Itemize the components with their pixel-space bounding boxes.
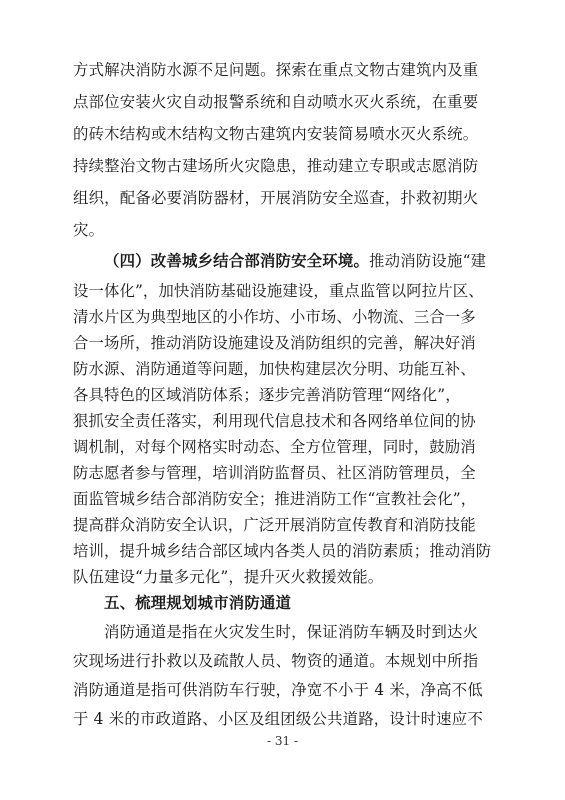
paragraph-line: 于 4 米的市政道路、小区及组团级公共道路，设计时速应不: [73, 710, 483, 728]
paragraph-line: 各具特色的区域消防体系；逐步完善消防管理“网络化”，: [73, 386, 461, 404]
paragraph-line: 清水片区为典型地区的小作坊、小市场、小物流、三合一多: [73, 308, 476, 326]
section-5-heading: 五、梳理规划城市消防通道: [104, 594, 292, 612]
paragraph-line: 持续整治文物古建场所火灾隐患，推动建立专职或志愿消防: [73, 157, 479, 175]
paragraph-line: 提高群众消防安全认识，广泛开展消防宣传教育和消防技能: [73, 516, 476, 534]
section-4-first-line: [104, 251, 494, 271]
paragraph-line: 狠抓安全责任落实，利用现代信息技术和各网络单位间的协: [73, 412, 476, 430]
section-4-first-line-rest: 推动消防设施“建: [369, 252, 487, 270]
paragraph-line: 灾。: [73, 221, 105, 239]
paragraph-line: 组织，配备必要消防器材，开展消防安全巡查，扑救初期火: [73, 189, 479, 207]
paragraph-line: 点部位安装火灾自动报警系统和自动喷水灭火系统，在重要: [73, 93, 479, 111]
page-number: - 31 -: [266, 734, 298, 748]
paragraph-line: 防志愿者参与管理，培训消防监督员、社区消防管理员，全: [73, 464, 476, 482]
paragraph-line: 方式解决消防水源不足问题。探索在重点文物古建筑内及重: [73, 61, 479, 79]
section-4-title: （四）改善城乡结合部消防安全环境。: [104, 252, 370, 270]
paragraph-line: 调机制，对每个网格实时动态、全方位管理，同时，鼓励消: [73, 438, 476, 456]
paragraph-line: 培训，提升城乡结合部区域内各类人员的消防素质；推动消防: [73, 542, 492, 560]
paragraph-line: 防水源、消防通道等问题，加快构建层次分明、功能互补、: [73, 360, 476, 378]
paragraph-line: 合一场所，推动消防设施建设及消防组织的完善，解决好消: [73, 334, 476, 352]
paragraph-line: 设一体化”，加快消防基础设施建设，重点监管以阿拉片区、: [73, 282, 484, 300]
paragraph-line: 灾现场进行扑救以及疏散人员、物资的通道。本规划中所指: [73, 652, 479, 670]
section-5-first-line: 消防通道是指在火灾发生时，保证消防车辆及时到达火: [104, 623, 479, 641]
paragraph-line: 的砖木结构或木结构文物古建筑内安装简易喷水灭火系统。: [73, 125, 479, 143]
paragraph-line: 消防通道是指可供消防车行驶，净宽不小于 4 米，净高不低: [73, 681, 483, 699]
paragraph-line: 队伍建设“力量多元化”，提升灭火救援效能。: [73, 568, 384, 586]
paragraph-line: 面监管城乡结合部消防安全；推进消防工作“宣教社会化”，: [73, 490, 477, 508]
